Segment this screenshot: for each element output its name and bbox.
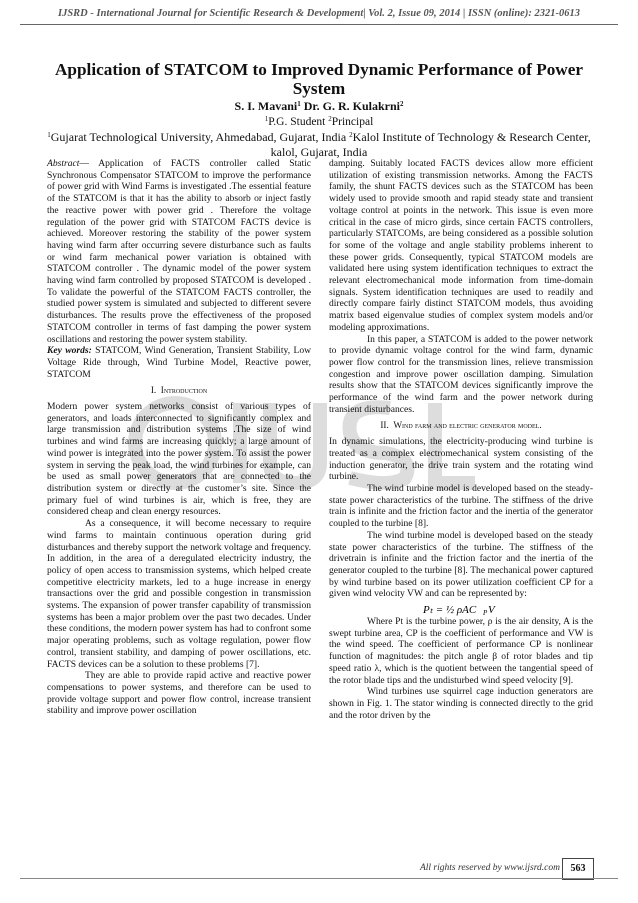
author-line [30, 99, 608, 113]
affil-2-sup: 2 [349, 131, 353, 139]
journal-header: IJSRD - International Journal for Scientific Research & Development| Vol. 2, Issue 09, 2014 | ISSN (online): 2321-0613 [58, 8, 580, 19]
keywords [47, 345, 311, 380]
section-2-number: II. [380, 420, 389, 431]
right-column [329, 158, 593, 721]
power-equation-image [421, 601, 501, 617]
section-2-heading [329, 420, 593, 432]
author-1-sup: 1 [297, 100, 301, 108]
section-2-paragraph: The wind turbine model is developed based on the steady-state power characteristics of the turbine. The stiffness of the drive train is infinite and the friction factor and the inertia of the generator coupled to the turbine [8]. [329, 482, 593, 530]
author-2: Dr. G. R. Kulakrni [300, 99, 400, 113]
section-1-paragraph: In this paper, a STATCOM is added to the power network to provide dynamic voltage control for the wind farm, dynamic power flow control for the transmission lines, relieve transmission congestion and improve power oscillation damping. Simulation results show that the STATCOM devices significantly improve the performance of the wind farm and the power network during transient disturbances. [329, 333, 593, 415]
power-equation [329, 601, 593, 618]
left-column [47, 158, 311, 717]
section-1-number: I. [150, 385, 157, 396]
section-2-title: Wind farm and electric generator model. [393, 420, 542, 431]
section-1-paragraph: damping. Suitably located FACTS devices allow more efficient utilization of existing transmission networks. Among the FACTS family, the shunt FACTS devices such as the STATCOM has been widely used to provide smooth and rapid steady state and transient voltage control at points in the network. This issue is even more critical in the case of micro girds, since certain FACTS controllers, particularly STATCOMs, are being considered as a possible solution for some of the voltage and angle stability problems inherent to these power grids. Consequently, typical STATCOM models are validated here using system identification techniques to extract the relevant electromechanical mode information from time-domain signals. System identification techniques are used to readily and directly compare fairly distinct STATCOM models, thus avoiding matrix based eigenvalue studies of complex system models and/or modeling approximations. [329, 158, 593, 333]
section-2-paragraph: The wind turbine model is developed based on the steady state power characteristics of the turbine. The stiffness of the drivetrain is infinite and the friction factor and the inertia of the generator coupled to the turbine [8]. The mechanical power captured by wind turbine based on its power utilization coefficient CP for a given wind velocity VW and can be represented by: [329, 529, 593, 600]
keywords-label: Key words: [47, 345, 92, 357]
affiliations [40, 130, 598, 160]
abstract [47, 158, 311, 345]
affil-1: Gujarat Technological University, Ahmedabad, Gujarat, India [50, 130, 350, 144]
author-1: S. I. Mavani [234, 99, 298, 113]
role-1-sup: 1 [264, 115, 269, 123]
affil-2: Kalol Institute of Technology & Research Center, kalol, Gujarat, India [270, 130, 591, 159]
keywords-text: STATCOM, Wind Generation, Transient Stability, Low Voltage Ride through, Wind Turbine Model, Reactive power, STATCOM [47, 345, 311, 380]
abstract-text: — Application of FACTS controller called Static Synchronous Compensator STATCOM to improve the performance of power grid with Wind Farms is investigated .The essential feature of the STATCOM is that it has the ability to absorb or inject fastly the reactive power with power grid . Therefore the voltage regulation of the power grid with STATCOM FACTS device is achieved. Moreover restoring the stability of the power system having wind farm after occurring severe disturbance such as faults or wind farm mechanical power variation is obtained with STATCOM controller . The dynamic model of the power system having wind farm controlled by proposed STATCOM is developed . To validate the powerful of the STATCOM FACTS controller, the studied power system is simulated and subjected to different severe disturbances. The results prove the effectiveness of the proposed STATCOM controller in terms of fast damping the power system oscillations and restoring the power system stability. [47, 158, 311, 345]
header-rule [20, 24, 618, 25]
svg-text:Pₜ = ½ ρAC: Pₜ = ½ ρAC [423, 604, 477, 617]
footer-rights: All rights reserved by www.ijsrd.com [419, 863, 560, 873]
section-1-heading [47, 385, 311, 397]
page-number: 563 [562, 858, 594, 880]
section-1-paragraph: As a consequence, it will become necessary to require wind farms to maintain continuous operation during grid disturbances and thereby support the network voltage and frequency. In addition, in the area of a deregulated electricity industry, the policy of open access to transmission systems, which helped create competitive electricity markets, led to a huge increase in energy transactions over the grid and possible congestion in transmission systems. The expansion of power transfer capability of transmission systems has been a major problem over the past two decades. Under these conditions, the modern power system has had to confront some major operating problems, such as voltage regulation, power flow control, transient stability, and damping of power oscillations, etc. FACTS devices can be a solution to these problems [7]. [47, 518, 311, 670]
section-1-paragraph: They are able to provide rapid active and reactive power compensations to power systems, and therefore can be used to provide voltage support and power flow control, increase transient stability and improve power oscillation [47, 670, 311, 717]
affil-1-sup: 1 [47, 131, 51, 139]
section-2-paragraph: In dynamic simulations, the electricity-producing wind turbine is treated as a complex electromechanical system consisting of the induction generator, the drive train system and the rotating wind turbine. [329, 436, 593, 483]
paper-title: Application of STATCOM to Improved Dynamic Performance of Power System [55, 60, 583, 98]
author-roles [30, 115, 608, 129]
section-1-paragraph: Modern power system networks consist of various types of generators, and loads interconnected to significantly complex and large transmission and distribution systems .The size of wind turbines and wind farms are increasing quickly; a large amount of wind power is integrated into the power system. To assist the power system in serving the peak load, the wind turbines for example, can be used as small power generators that are connected to the distribution system or directly at the customer’s site. Since the primary fuel of wind turbines is air, which is free, they are considered cheap and clean energy resources. [47, 401, 311, 518]
role-2-sup: 2 [328, 115, 332, 123]
svg-text:V: V [488, 604, 495, 617]
role-2: Principal [331, 116, 374, 128]
abstract-label: Abstract [47, 158, 80, 169]
author-2-sup: 2 [399, 100, 404, 108]
footer-rule [20, 878, 618, 879]
section-2-paragraph: Wind turbines use squirrel cage induction generators are shown in Fig. 1. The stator winding is connected directly to the grid and the rotor driven by the [329, 686, 593, 721]
section-1-title: Introduction [160, 385, 208, 396]
section-2-paragraph: Where Pt is the turbine power, ρ is the air density, A is the swept turbine area, CP is the coefficient of performance and VW is the wind speed. The coefficient of performance CP is nonlinear function of magnitudes: the pitch angle β of rotor blades and tip speed ratio λ, which is the quotient between the tangential speed of the rotor blade tips and the undisturbed wind speed velocity [9]. [329, 616, 593, 686]
role-1: P.G. Student [268, 116, 329, 128]
svg-text:P: P [483, 609, 488, 618]
